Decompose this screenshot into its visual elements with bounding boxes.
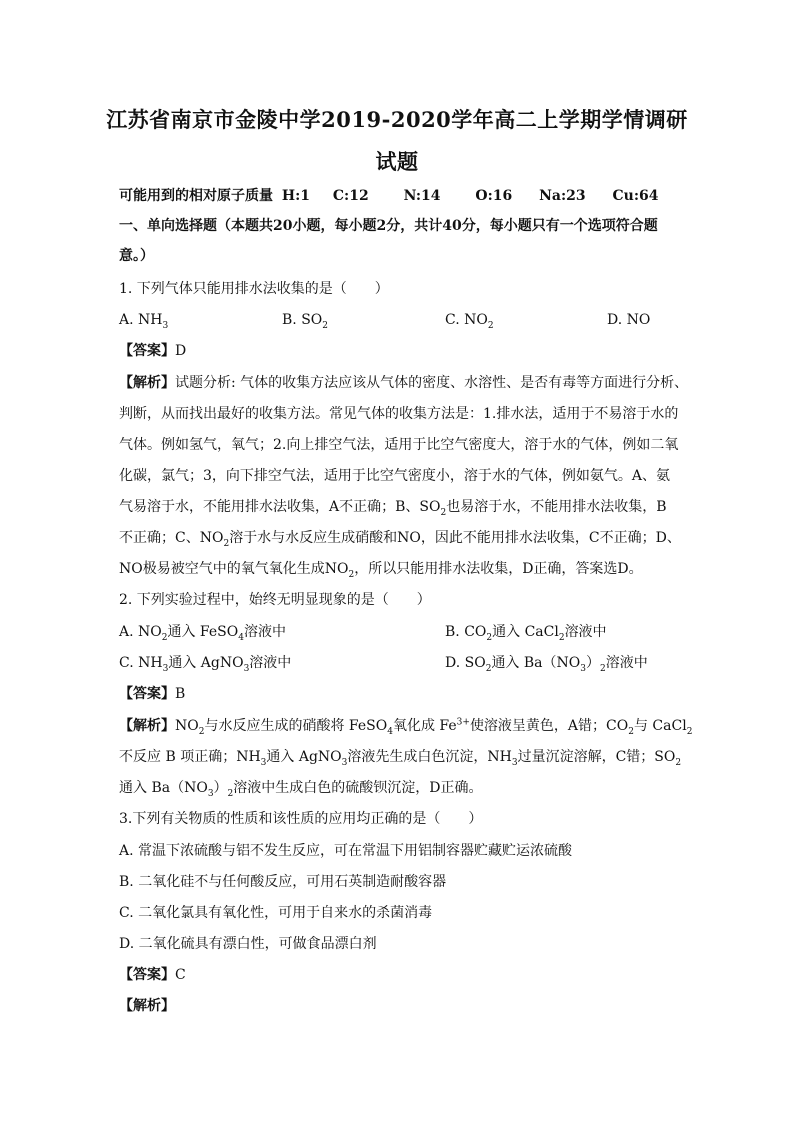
q1-analysis-line-1: 【解析】试题分析: 气体的收集方法应该从气体的密度、水溶性、是否有毒等方面进行分析、 — [119, 375, 689, 391]
q3-answer: 【答案】C — [119, 967, 186, 983]
mass-o: O:16 — [475, 188, 513, 204]
section-1-heading: 一、单向选择题（本题共20小题，每小题2分，共计40分，每小题只有一个选项符合题 — [119, 218, 658, 234]
atomic-mass-label: 可能用到的相对原子质量 — [119, 188, 273, 204]
q3-option-c: C. 二氧化氯具有氧化性，可用于自来水的杀菌消毒 — [119, 905, 433, 921]
q3-analysis-label: 【解析】 — [119, 998, 175, 1014]
atomic-mass-line — [119, 186, 679, 206]
q1-option-b: B. $SO_2$ — [282, 312, 328, 331]
q1-analysis-line-2: 判断，从而找出最好的收集方法。常见气体的收集方法是：1.排水法，适用于不易溶于水的 — [119, 406, 679, 422]
q1-analysis-line-3: 气体。例如氢气，氧气；2.向上排空气法，适用于比空气密度大，溶于水的气体，例如二氧 — [119, 437, 679, 453]
mass-h: H:1 — [281, 188, 311, 204]
q1-stem: 1. 下列气体只能用排水法收集的是（ ） — [119, 281, 389, 297]
mass-cu: Cu:64 — [612, 188, 659, 204]
q2-option-a: A. $NO_2$通入 FeSO$_4$溶液中 — [119, 624, 286, 643]
q2-analysis-line-2: 不反应 B 项正确；$NH_3$通入 AgNO$_3$溶液先生成白色沉淀，$NH_3$过量沉淀溶解，C错；$SO_2$ — [119, 749, 682, 768]
q2-analysis-line-1: 【解析】$NO_2$与水反应生成的硝酸将 FeSO$_4$氧化成 $Fe^{3+}$使溶液呈黄色，A错；$CO_2$与 CaCl$_2$ — [119, 717, 693, 737]
q1-analysis-line-5: 气易溶于水，不能用排水法收集，A不正确；B、$SO_2$也易溶于水，不能用排水法收集，B — [119, 499, 667, 518]
title-line-1: 江苏省南京市金陵中学2019-2020学年高二上学期学情调研 — [106, 107, 688, 132]
q1-option-c: C. $NO_2$ — [445, 312, 494, 331]
q2-analysis-line-3: 通入 $Ba(NO_3)_2$溶液中生成白色的硫酸钡沉淀，D正确。 — [119, 780, 483, 799]
q2-option-d: D. $SO_2$通入 $Ba(NO_3)_2$溶液中 — [445, 655, 648, 674]
section-1-heading-cont: 意。） — [119, 248, 154, 264]
q2-stem: 2. 下列实验过程中，始终无明显现象的是（ ） — [119, 592, 431, 608]
q1-analysis-line-6: 不正确；C、$NO_2$溶于水与水反应生成硝酸和NO，因此不能用排水法收集，C不正确；D、 — [119, 530, 681, 549]
q1-option-d: D. NO — [607, 312, 651, 328]
title-line-2: 试题 — [375, 149, 419, 174]
q2-answer: 【答案】B — [119, 686, 186, 702]
q1-option-a: A. $NH_3$ — [119, 312, 169, 331]
q2-option-c: C. $NH_3$通入 AgNO$_3$溶液中 — [119, 655, 292, 674]
q1-answer: 【答案】D — [119, 343, 187, 359]
q3-option-d: D. 二氧化硫具有漂白性，可做食品漂白剂 — [119, 936, 377, 952]
q2-option-b: B. $CO_2$通入 CaCl$_2$溶液中 — [445, 624, 607, 643]
mass-c: C:12 — [332, 188, 369, 204]
mass-na: Na:23 — [539, 188, 586, 204]
mass-n: N:14 — [403, 188, 441, 204]
q3-stem: 3.下列有关物质的性质和该性质的应用均正确的是（ ） — [119, 811, 483, 827]
q1-analysis-line-7: NO极易被空气中的氧气氧化生成$NO_2$，所以只能用排水法收集，D正确，答案选D。 — [119, 561, 643, 580]
q1-analysis-line-4: 化碳，氯气；3，向下排空气法，适用于比空气密度小，溶于水的气体，例如氨气。A、氨 — [119, 468, 671, 484]
q3-option-b: B. 二氧化硅不与任何酸反应，可用石英制造耐酸容器 — [119, 874, 447, 890]
q3-option-a: A. 常温下浓硫酸与铝不发生反应，可在常温下用铝制容器贮藏贮运浓硫酸 — [119, 843, 573, 859]
